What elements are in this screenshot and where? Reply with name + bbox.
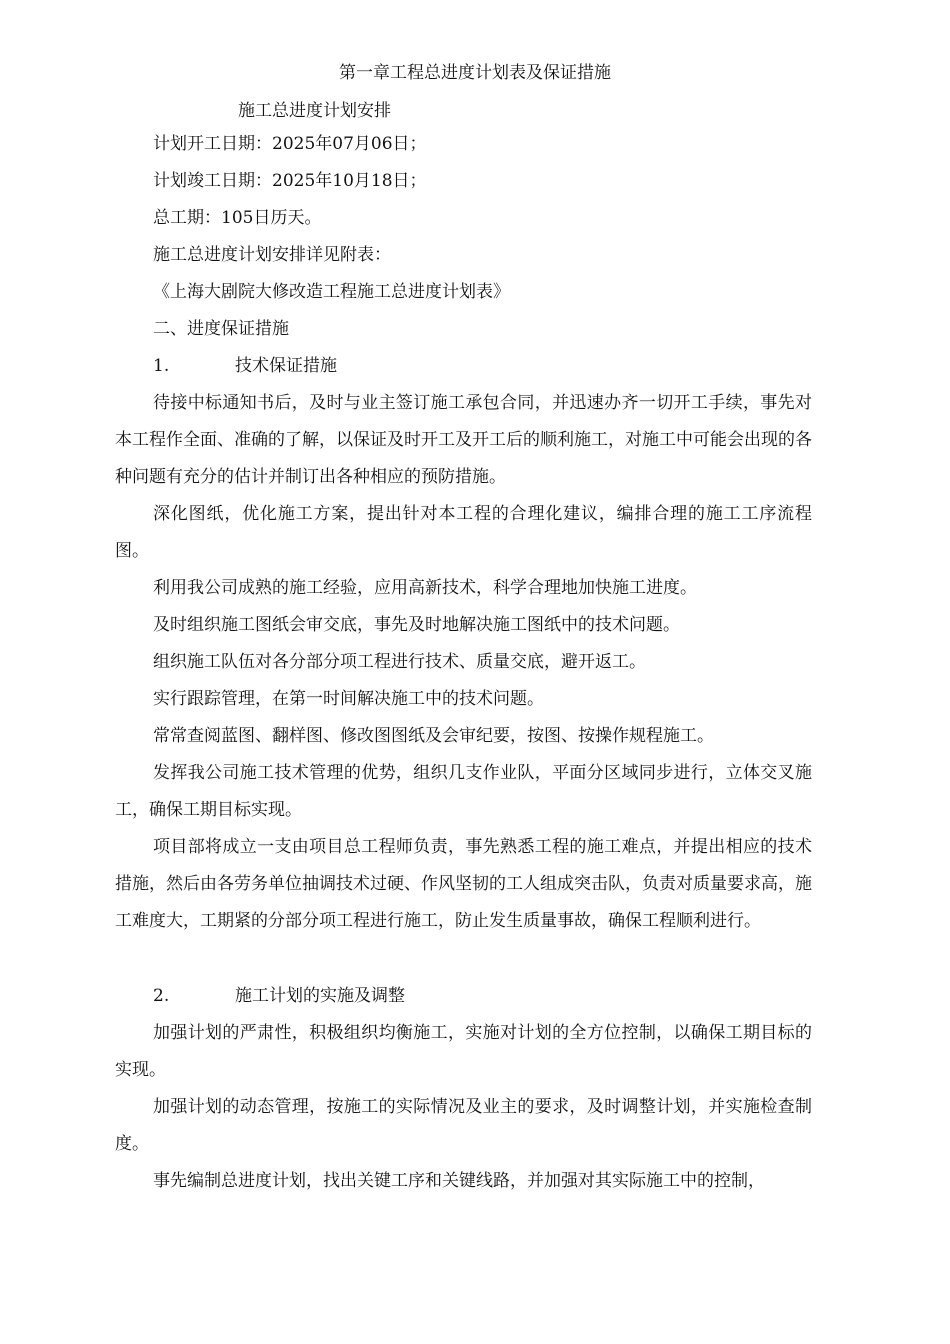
subsection-heading-technical	[153, 355, 337, 377]
paragraph: 深化图纸，优化施工方案，提出针对本工程的合理化建议，编排合理的施工工序流程图。	[115, 504, 812, 561]
paragraph: 常常查阅蓝图、翻样图、修改图图纸及会审纪要，按图、按操作规程施工。	[153, 726, 714, 746]
paragraph: 及时组织施工图纸会审交底，事先及时地解决施工图纸中的技术问题。	[153, 615, 680, 635]
start-date: 计划开工日期：2025年07月06日；	[153, 134, 427, 154]
paragraph: 利用我公司成熟的施工经验，应用高新技术，科学合理地加快施工进度。	[153, 578, 697, 598]
section-heading-measures: 二、进度保证措施	[153, 319, 289, 339]
subsection-title: 技术保证措施	[235, 356, 337, 376]
subsection-title: 施工计划的实施及调整	[235, 986, 405, 1006]
paragraph: 项目部将成立一支由项目总工程师负责，事先熟悉工程的施工难点，并提出相应的技术措施，然后由各劳务单位抽调技术过硬、作风坚韧的工人组成突击队，负责对质量要求高，施工难度大，工期紧的分部分项工程进行施工，防止发生质量事故，确保工程顺利进行。	[115, 837, 812, 931]
paragraph: 待接中标通知书后，及时与业主签订施工承包合同，并迅速办齐一切开工手续，事先对本工程作全面、准确的了解，以保证及时开工及开工后的顺利施工，对施工中可能会出现的各种问题有充分的估计并制订出各种相应的预防措施。	[115, 393, 812, 487]
schedule-reference: 施工总进度计划安排详见附表：	[153, 245, 391, 265]
paragraph: 组织施工队伍对各分部分项工程进行技术、质量交底，避开返工。	[153, 652, 646, 672]
paragraph: 事先编制总进度计划，找出关键工序和关键线路，并加强对其实际施工中的控制，	[153, 1171, 765, 1191]
schedule-table-name: 《上海大剧院大修改造工程施工总进度计划表》	[153, 282, 510, 302]
total-duration: 总工期：105日历天。	[153, 208, 322, 228]
end-date: 计划竣工日期：2025年10月18日；	[153, 171, 427, 191]
section-heading-schedule: 施工总进度计划安排	[238, 101, 391, 121]
paragraph: 加强计划的严肃性，积极组织均衡施工，实施对计划的全方位控制，以确保工期目标的实现。	[115, 1023, 812, 1080]
subsection-number: 1.	[153, 356, 170, 376]
paragraph: 实行跟踪管理，在第一时间解决施工中的技术问题。	[153, 689, 544, 709]
chapter-title: 第一章工程总进度计划表及保证措施	[339, 63, 611, 83]
paragraph: 加强计划的动态管理，按施工的实际情况及业主的要求，及时调整计划，并实施检查制度。	[115, 1097, 812, 1154]
paragraph: 发挥我公司施工技术管理的优势，组织几支作业队，平面分区域同步进行，立体交叉施工，确保工期目标实现。	[115, 763, 812, 820]
subsection-number: 2.	[153, 986, 170, 1006]
subsection-heading-plan	[153, 985, 405, 1007]
